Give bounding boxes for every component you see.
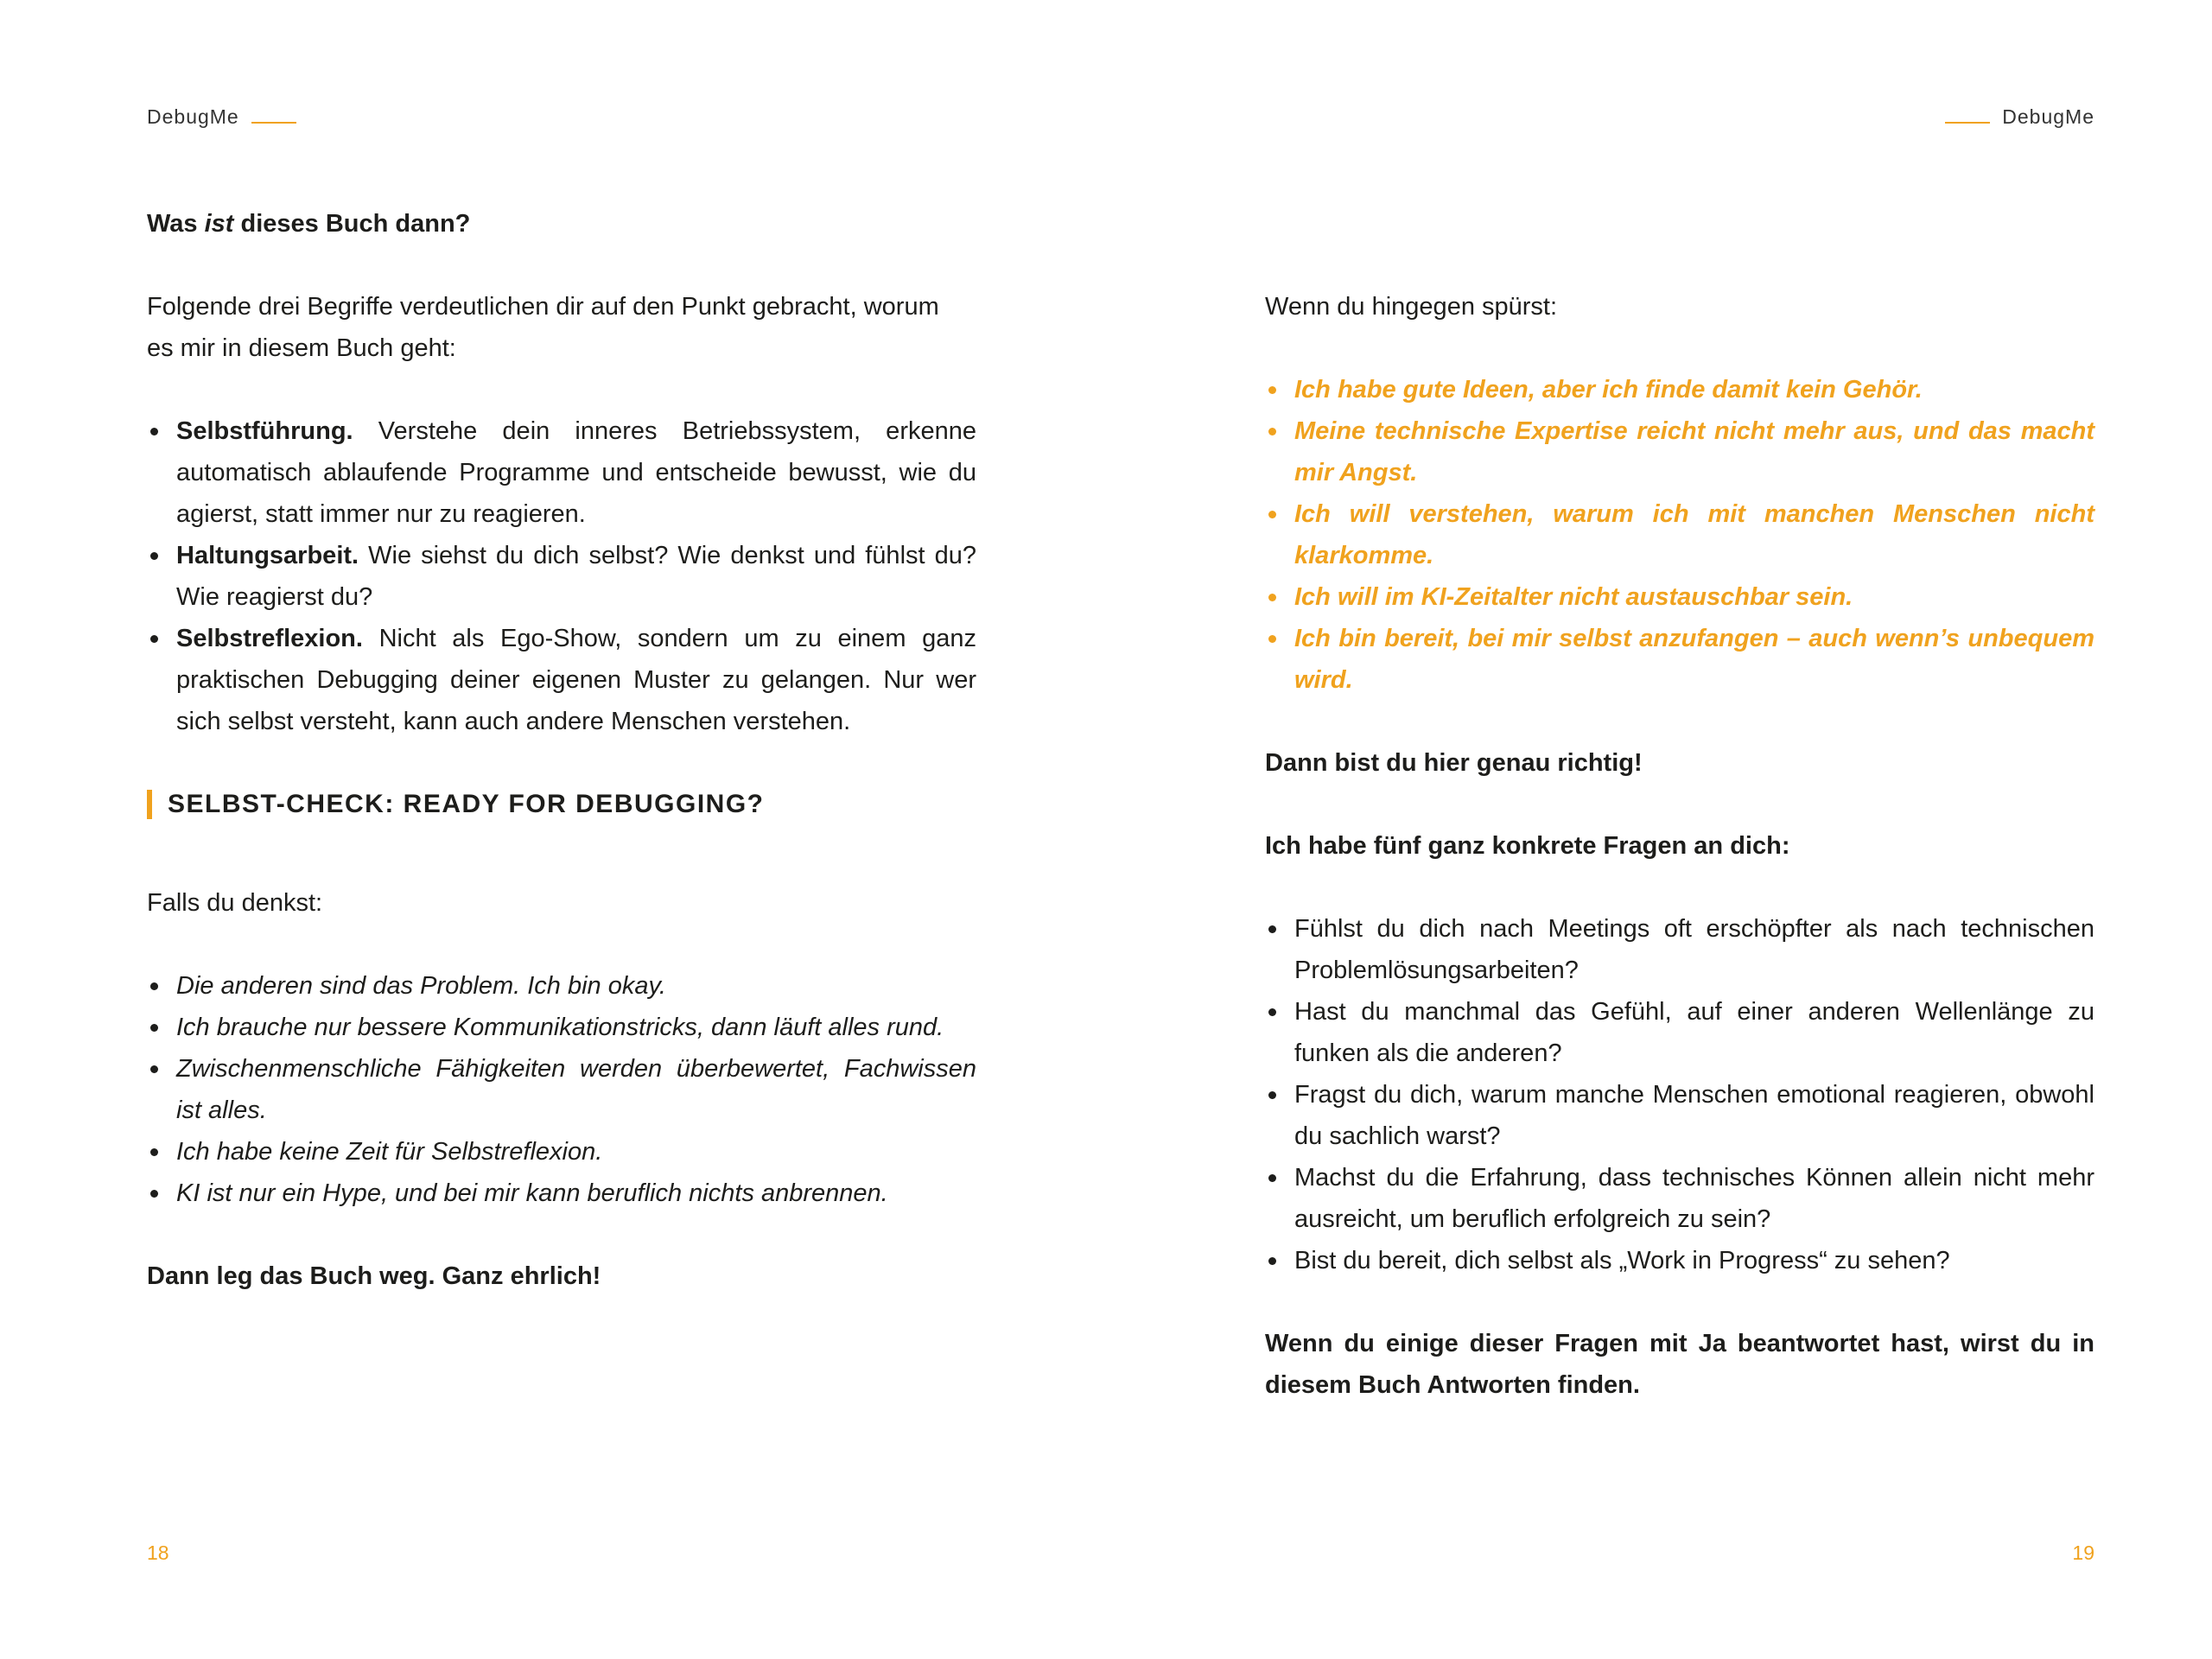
section-heading <box>147 784 976 825</box>
page-heading <box>147 203 976 245</box>
section-accent-bar <box>147 790 152 819</box>
list-item-question: Bist du bereit, dich selbst als „Work in Progress“ zu sehen? <box>1265 1240 2094 1281</box>
list-item-question: Machst du die Erfahrung, dass technisches Können allein nicht mehr ausreicht, um beruflich erfolgreich zu sein? <box>1265 1157 2094 1240</box>
running-head-right <box>1945 105 2094 129</box>
list-item-term <box>147 535 976 618</box>
running-head-rule <box>251 122 296 124</box>
term-text: Nicht als Ego-Show, sondern um zu einem ganz praktischen Debugging deiner eigenen Muster zu gelangen. Nur wer sich selbst versteht, kann auch andere Menschen verstehen. <box>176 625 976 735</box>
list-item-question: Fragst du dich, warum manche Menschen emotional reagieren, obwohl du sachlich warst? <box>1265 1074 2094 1157</box>
term-label: Selbstreflexion. <box>176 625 363 652</box>
questions-list <box>1265 908 2094 1281</box>
list-item-feeling: Ich will verstehen, warum ich mit manchen Menschen nicht klarkomme. <box>1265 493 2094 576</box>
heading-text-end: dieses Buch dann? <box>233 210 471 238</box>
term-text: Verstehe dein inneres Betriebssystem, erkenne automatisch ablaufende Programme und entscheide bewusst, wie du agierst, statt immer nur zu reagieren. <box>176 417 976 528</box>
list-item-thought: Ich habe keine Zeit für Selbstreflexion. <box>147 1131 976 1173</box>
list-item-question: Fühlst du dich nach Meetings oft erschöpfter als nach technischen Problemlösungsarbeiten? <box>1265 908 2094 991</box>
list-item-feeling: Meine technische Expertise reicht nicht mehr aus, und das macht mir Angst. <box>1265 410 2094 493</box>
left-content <box>147 203 976 1297</box>
list-item-term <box>147 410 976 535</box>
list-item-thought: Zwischenmenschliche Fähigkeiten werden überbewertet, Fachwissen ist alles. <box>147 1048 976 1131</box>
thoughts-list <box>147 965 976 1214</box>
list-item-feeling: Ich bin bereit, bei mir selbst anzufangen – auch wenn’s unbequem wird. <box>1265 618 2094 701</box>
intro-paragraph: Wenn du hingegen spürst: <box>1265 293 1558 321</box>
list-item-thought: Die anderen sind das Problem. Ich bin okay. <box>147 965 976 1007</box>
intro-paragraph: Folgende drei Begriffe verdeutlichen dir auf den Punkt gebracht, worum es mir in diesem Buch geht: <box>147 293 939 362</box>
list-item-feeling: Ich will im KI-Zeitalter nicht austauschbar sein. <box>1265 576 2094 618</box>
closing-statement: Wenn du einige dieser Fragen mit Ja beantwortet hast, wirst du in diesem Buch Antworten finden. <box>1265 1330 2094 1399</box>
term-label: Haltungsarbeit. <box>176 542 359 569</box>
section-title: SELBST-CHECK: READY FOR DEBUGGING? <box>168 790 765 818</box>
terms-list <box>147 410 976 742</box>
heading-emphasis: ist <box>204 210 234 238</box>
heading-text: Was <box>147 210 205 238</box>
term-text: Wie siehst du dich selbst? Wie denkst und fühlst du? Wie reagierst du? <box>176 542 976 611</box>
running-head-title: DebugMe <box>2002 105 2094 128</box>
list-item-thought: KI ist nur ein Hype, und bei mir kann beruflich nichts anbrennen. <box>147 1173 976 1214</box>
page-number: 18 <box>147 1541 169 1564</box>
right-place-statement: Dann bist du hier genau richtig! <box>1265 749 1643 777</box>
term-label: Selbstführung. <box>176 417 353 445</box>
list-item-question: Hast du manchmal das Gefühl, auf einer anderen Wellenlänge zu funken als die anderen? <box>1265 991 2094 1074</box>
running-head-rule <box>1945 122 1990 124</box>
running-head-title: DebugMe <box>147 105 239 128</box>
right-page <box>1265 0 2094 1659</box>
page-number: 19 <box>2072 1541 2094 1564</box>
falls-paragraph: Falls du denkst: <box>147 889 323 917</box>
left-page <box>147 0 976 1659</box>
feelings-list <box>1265 369 2094 701</box>
right-content <box>1265 286 2094 1406</box>
list-item-feeling: Ich habe gute Ideen, aber ich finde damit kein Gehör. <box>1265 369 2094 410</box>
running-head-left <box>147 105 296 129</box>
questions-intro: Ich habe fünf ganz konkrete Fragen an dich: <box>1265 832 1790 860</box>
list-item-term <box>147 618 976 742</box>
closing-statement: Dann leg das Buch weg. Ganz ehrlich! <box>147 1262 601 1290</box>
list-item-thought: Ich brauche nur bessere Kommunikationstricks, dann läuft alles rund. <box>147 1007 976 1048</box>
